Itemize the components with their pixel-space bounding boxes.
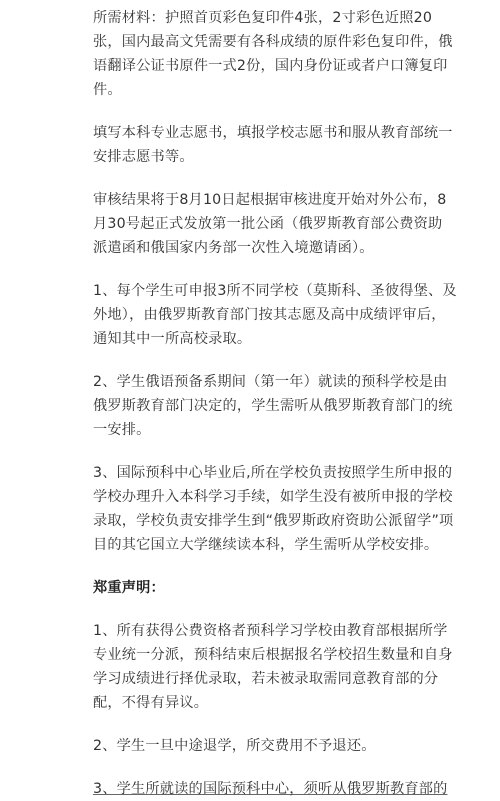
text-line: 一安排。 [93, 422, 151, 438]
paragraph-item-1 [93, 279, 466, 351]
text-line: 1、所有获得公费资格者预科学习学校由教育部根据所学 [93, 623, 448, 639]
text-line: 审核结果将于8月10日起根据审核进度开始对外公布，8 [93, 192, 447, 208]
text-line: 目的其它国立大学继续读本科，学生需听从学校安排。 [93, 537, 439, 553]
text-line: 填写本科专业志愿书，填报学校志愿书和服从教育部统一 [93, 125, 453, 141]
paragraph-item-3 [93, 461, 466, 557]
text-line: 3、国际预科中心毕业后,所在学校负责按照学生所申报的 [93, 465, 453, 481]
paragraph-statement-3 [93, 777, 466, 801]
text-line: 配，不得有异议。 [93, 695, 209, 711]
text-line: 月30号起正式发放第一批公函（俄罗斯教育部公费资助 [93, 216, 443, 232]
text-line: 俄罗斯教育部门决定的，学生需听从俄罗斯教育部门的统 [93, 398, 453, 414]
text-line: 1、每个学生可申报3所不同学校（莫斯科、圣彼得堡、及 [93, 283, 457, 299]
text-line: 件。 [93, 82, 122, 98]
text-line: 学校办理升入本科学习手续，如学生没有被所申报的学校 [93, 489, 453, 505]
paragraph-statement-2 [93, 734, 466, 758]
text-line: 2、学生一旦中途退学，所交费用不予退还。 [93, 738, 376, 754]
text-line: 录取，学校负责安排学生到“俄罗斯政府资助公派留学”项 [93, 513, 454, 529]
paragraph-item-2 [93, 370, 466, 442]
text-line: 3、学生所就读的国际预科中心，须听从俄罗斯教育部的 [93, 781, 448, 797]
paragraph-statement-1 [93, 619, 466, 715]
paragraph-materials [93, 6, 466, 102]
paragraph-review-results [93, 188, 466, 260]
text-line: 所需材料：护照首页彩色复印件4张，2寸彩色近照20 [93, 10, 433, 26]
text-line: 专业统一分派，预科结束后根据报名学校招生数量和自身 [93, 647, 453, 663]
text-line: 学习成绩进行择优录取，若未被录取需同意教育部的分 [93, 671, 439, 687]
section-heading-statement [93, 576, 466, 600]
text-line: 张，国内最高文凭需要有各科成绩的原件彩色复印件，俄 [93, 34, 453, 50]
text-line: 2、学生俄语预备系期间（第一年）就读的预科学校是由 [93, 374, 448, 390]
text-line: 安排志愿书等。 [93, 149, 194, 165]
text-line: 外地），由俄罗斯教育部门按其志愿及高中成绩评审后， [93, 307, 446, 323]
paragraph-application-forms [93, 121, 466, 169]
text-line: 派遣函和俄国家内务部一次性入境邀请函）。 [93, 240, 374, 256]
text-line: 语翻译公证书原件一式2份，国内身份证或者户口簿复印 [93, 58, 448, 74]
text-line: 通知其中一所高校录取。 [93, 331, 252, 347]
heading-text: 郑重声明： [93, 580, 165, 596]
